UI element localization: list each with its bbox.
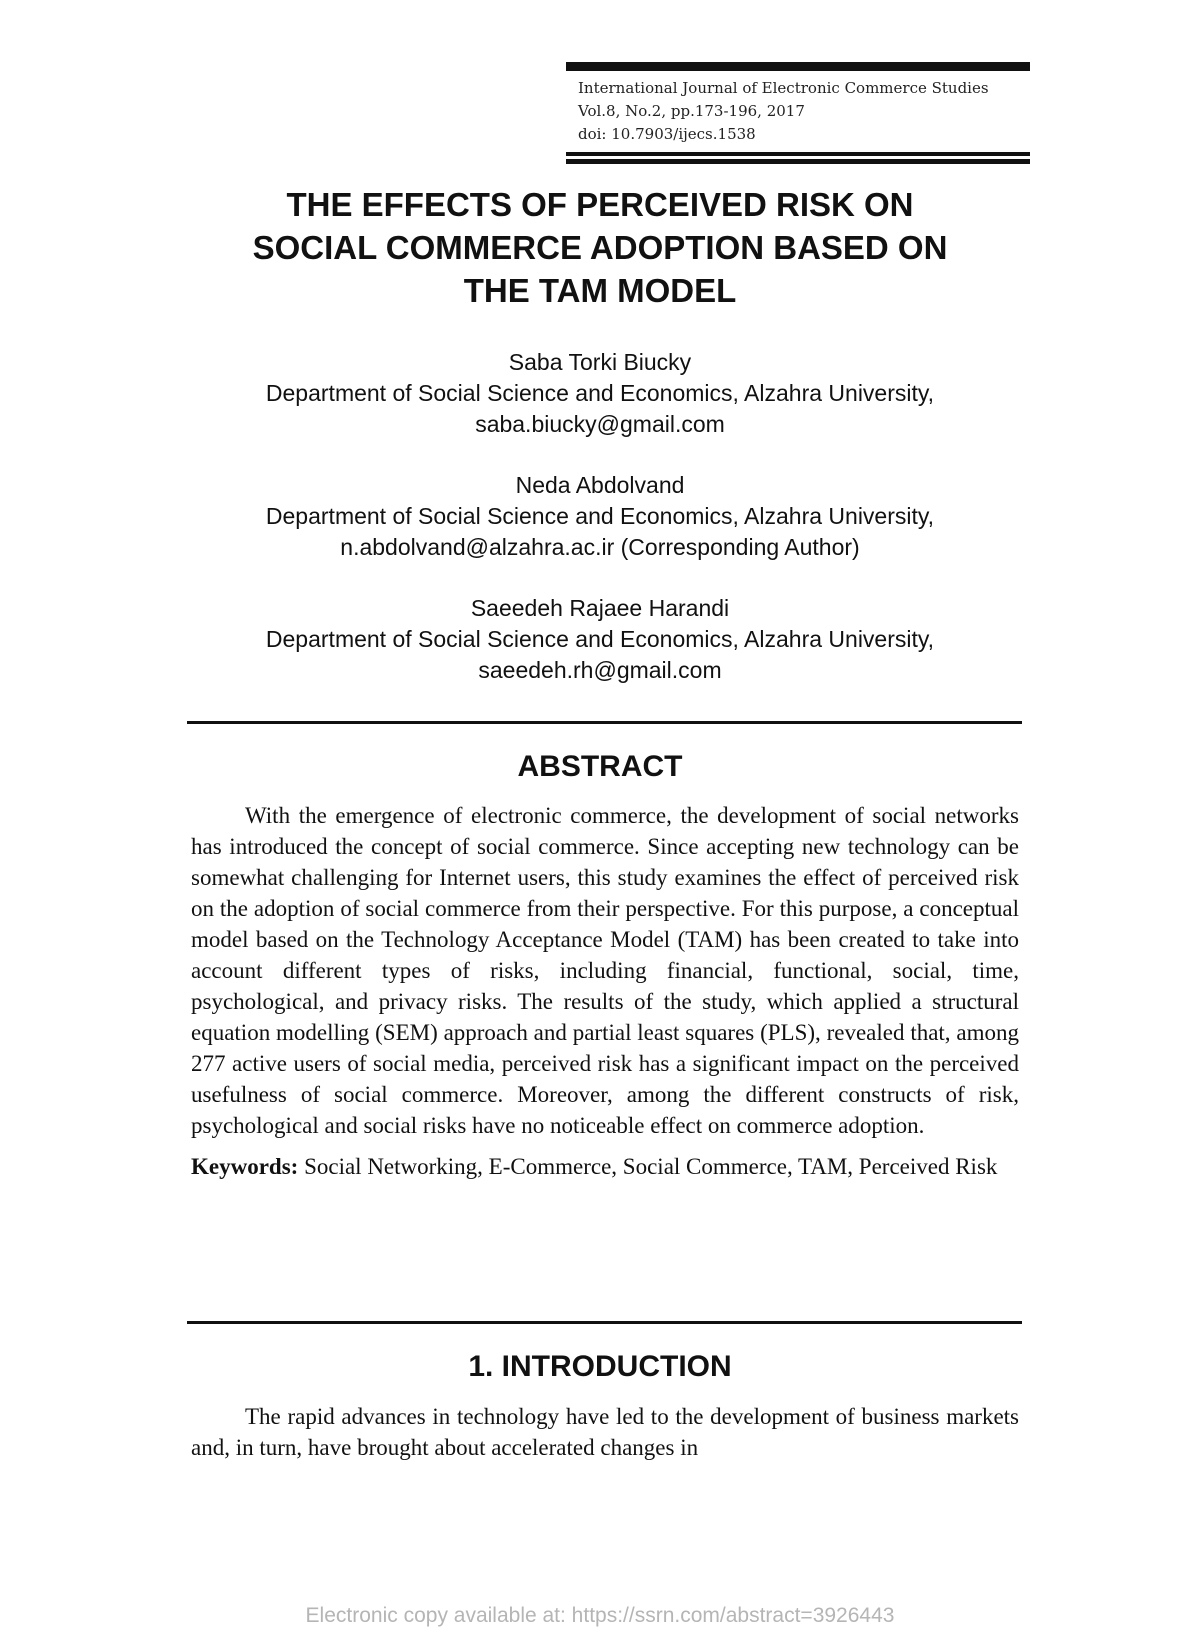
title-line-3: THE TAM MODEL bbox=[463, 272, 737, 309]
author-email: saba.biucky@gmail.com bbox=[475, 411, 725, 437]
header-bottom-rule-2 bbox=[566, 159, 1030, 164]
title-line-2: SOCIAL COMMERCE ADOPTION BASED ON bbox=[252, 229, 948, 266]
introduction-text: The rapid advances in technology have led to the development of business markets and, in turn, have brought about accelerated changes in bbox=[191, 1404, 1019, 1460]
abstract-body bbox=[191, 800, 1019, 1182]
keywords bbox=[191, 1151, 1019, 1182]
author-3 bbox=[150, 593, 1050, 686]
divider-above-introduction bbox=[187, 1321, 1022, 1324]
abstract-text: With the emergence of electronic commerce, the development of social networks has introduced the concept of social commerce. Since accepting new technology can be somewhat challenging for Internet users, this study examines the effect of perceived risk on the adoption of social commerce from their perspective. For this purpose, a conceptual model based on the Technology Acceptance Model (TAM) has been created to take into account different types of risks, including financial, functional, social, time, psychological, and privacy risks. The results of the study, which applied a structural equation modelling (SEM) approach and partial least squares (PLS), revealed that, among 277 active users of social media, perceived risk has a significant impact on the perceived usefulness of social commerce. Moreover, among the different constructs of risk, psychological and social risks have no noticeable effect on commerce adoption. bbox=[191, 803, 1019, 1138]
header-bottom-rule bbox=[566, 152, 1030, 156]
keywords-label: Keywords: bbox=[191, 1154, 299, 1179]
author-name: Saba Torki Biucky bbox=[508, 349, 692, 375]
journal-volume: Vol.8, No.2, pp.173-196, 2017 bbox=[578, 102, 805, 120]
introduction-body bbox=[191, 1401, 1019, 1463]
author-name: Neda Abdolvand bbox=[515, 472, 685, 498]
journal-header bbox=[566, 62, 1030, 164]
author-email: n.abdolvand@alzahra.ac.ir (Corresponding Author) bbox=[340, 534, 860, 560]
abstract-heading: ABSTRACT bbox=[517, 750, 683, 783]
author-1 bbox=[150, 347, 1050, 440]
divider-above-abstract bbox=[187, 721, 1022, 724]
author-email: saeedeh.rh@gmail.com bbox=[478, 657, 722, 683]
author-name: Saeedeh Rajaee Harandi bbox=[470, 595, 730, 621]
author-affiliation: Department of Social Science and Economics, Alzahra University, bbox=[265, 380, 935, 406]
author-list bbox=[150, 347, 1050, 716]
header-top-rule bbox=[566, 62, 1030, 71]
title-line-1: THE EFFECTS OF PERCEIVED RISK ON bbox=[286, 186, 914, 223]
keywords-list: Social Networking, E-Commerce, Social Commerce, TAM, Perceived Risk bbox=[298, 1154, 998, 1179]
journal-doi: doi: 10.7903/ijecs.1538 bbox=[578, 125, 756, 143]
author-2 bbox=[150, 470, 1050, 563]
journal-info bbox=[566, 71, 1030, 150]
author-affiliation: Department of Social Science and Economics, Alzahra University, bbox=[265, 503, 935, 529]
introduction-heading: 1. INTRODUCTION bbox=[468, 1350, 732, 1383]
journal-name: International Journal of Electronic Commerce Studies bbox=[578, 79, 989, 97]
ssrn-footer: Electronic copy available at: https://ssrn.com/abstract=3926443 bbox=[305, 1604, 895, 1627]
author-affiliation: Department of Social Science and Economics, Alzahra University, bbox=[265, 626, 935, 652]
paper-title bbox=[150, 183, 1050, 312]
